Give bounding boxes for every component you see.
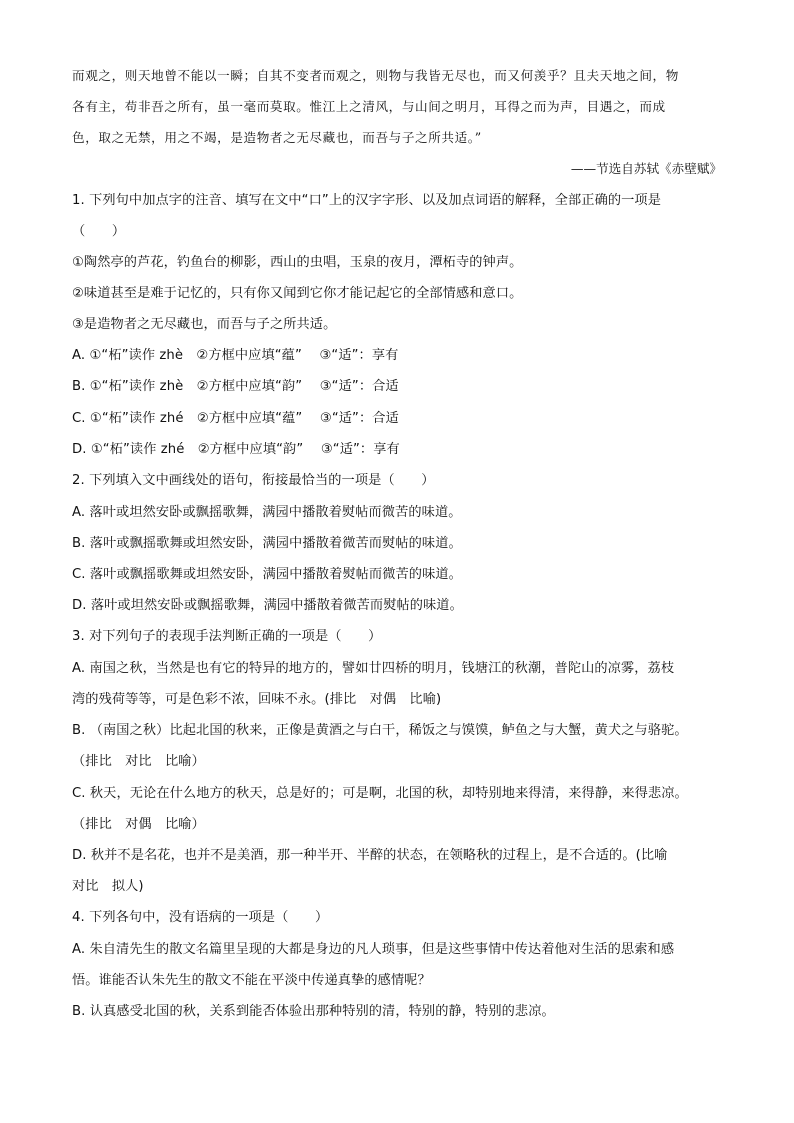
question-3-option-c-cont: （排比 对偶 比喻） bbox=[72, 817, 205, 832]
question-2-stem: 2. 下列填入文中画线处的语句，衔接最恰当的一项是（ ） bbox=[72, 473, 435, 488]
question-1-sentence-1: ①陶然亭的芦花，钓鱼台的柳影，西山的虫唱，玉泉的夜月，潭柘寺的钟声。 bbox=[72, 255, 523, 270]
question-1-option-a: A. ①“柘”读作 zhè ②方框中应填“蕴” ③“适”：享有 bbox=[72, 348, 399, 363]
question-3-stem: 3. 对下列句子的表现手法判断正确的一项是（ ） bbox=[72, 629, 382, 644]
question-3-option-d: D. 秋并不是名花，也并不是美酒，那一种半开、半醉的状态，在领略秋的过程上，是不合适的。(比喻 bbox=[72, 848, 668, 863]
question-3-option-d-cont: 对比 拟人) bbox=[72, 879, 144, 894]
question-1-option-b: B. ①“柘”读作 zhè ②方框中应填“韵” ③“适”：合适 bbox=[72, 379, 399, 394]
question-3-option-a: A. 南国之秋，当然是也有它的特异的地方的，譬如廿四桥的明月，钱塘江的秋潮，普陀山的凉雾，荔枝 bbox=[72, 661, 675, 676]
question-1-stem-cont: （ ） bbox=[72, 224, 126, 239]
passage-line: 色，取之无禁，用之不竭，是造物者之无尽藏也，而吾与子之所共适。” bbox=[72, 130, 482, 145]
question-4-option-a-cont: 悟。谁能否认朱先生的散文不能在平淡中传递真挚的感情呢？ bbox=[72, 973, 431, 988]
question-4-option-a: A. 朱自清先生的散文名篇里呈现的大都是身边的凡人琐事，但是这些事情中传达着他对生活的思索和感 bbox=[72, 942, 675, 957]
passage-line: 各有主，苟非吾之所有，虽一毫而莫取。惟江上之清风，与山间之明月，耳得之而为声，目遇之，而成 bbox=[72, 99, 666, 114]
question-1-option-d: D. ①“柘”读作 zhé ②方框中应填“韵” ③“适”：享有 bbox=[72, 442, 400, 457]
question-4-stem: 4. 下列各句中，没有语病的一项是（ ） bbox=[72, 910, 329, 925]
question-1-sentence-3: ③是造物者之无尽藏也，而吾与子之所共适。 bbox=[72, 317, 337, 332]
question-3-option-b: B. （南国之秋）比起北国的秋来，正像是黄酒之与白干，稀饭之与馍馍，鲈鱼之与大蟹，黄犬之与骆驼。 bbox=[72, 723, 688, 738]
question-2-option-c: C. 落叶或飘摇歌舞或坦然安卧，满园中播散着熨帖而微苦的味道。 bbox=[72, 567, 462, 582]
question-1-stem: 1. 下列句中加点字的注音、填写在文中“口”上的汉字字形、以及加点词语的解释，全部正确的一项是 bbox=[72, 193, 662, 208]
question-2-option-a: A. 落叶或坦然安卧或飘摇歌舞，满园中播散着熨帖而微苦的味道。 bbox=[72, 505, 462, 520]
question-1-option-c: C. ①“柘”读作 zhé ②方框中应填“蕴” ③“适”：合适 bbox=[72, 411, 399, 426]
question-3-option-c: C. 秋天，无论在什么地方的秋天，总是好的；可是啊，北国的秋，却特别地来得清，来得静，来得悲凉。 bbox=[72, 786, 688, 801]
question-1-sentence-2: ②味道甚至是难于记忆的，只有你又闻到它你才能记起它的全部情感和意口。 bbox=[72, 286, 523, 301]
passage-source: ——节选自苏轼《赤壁赋》 bbox=[570, 161, 722, 176]
question-2-option-b: B. 落叶或飘摇歌舞或坦然安卧，满园中播散着微苦而熨帖的味道。 bbox=[72, 536, 462, 551]
question-2-option-d: D. 落叶或坦然安卧或飘摇歌舞，满园中播散着微苦而熨帖的味道。 bbox=[72, 598, 463, 613]
question-4-option-b: B. 认真感受北国的秋，关系到能否体验出那种特别的清，特别的静，特别的悲凉。 bbox=[72, 1004, 555, 1019]
passage-line: 而观之，则天地曾不能以一瞬；自其不变者而观之，则物与我皆无尽也，而又何羡乎？且夫天地之间，物 bbox=[72, 68, 679, 83]
question-3-option-b-cont: （排比 对比 比喻） bbox=[72, 754, 205, 769]
question-3-option-a-cont: 湾的残荷等等，可是色彩不浓，回味不永。(排比 对偶 比喻) bbox=[72, 692, 442, 707]
